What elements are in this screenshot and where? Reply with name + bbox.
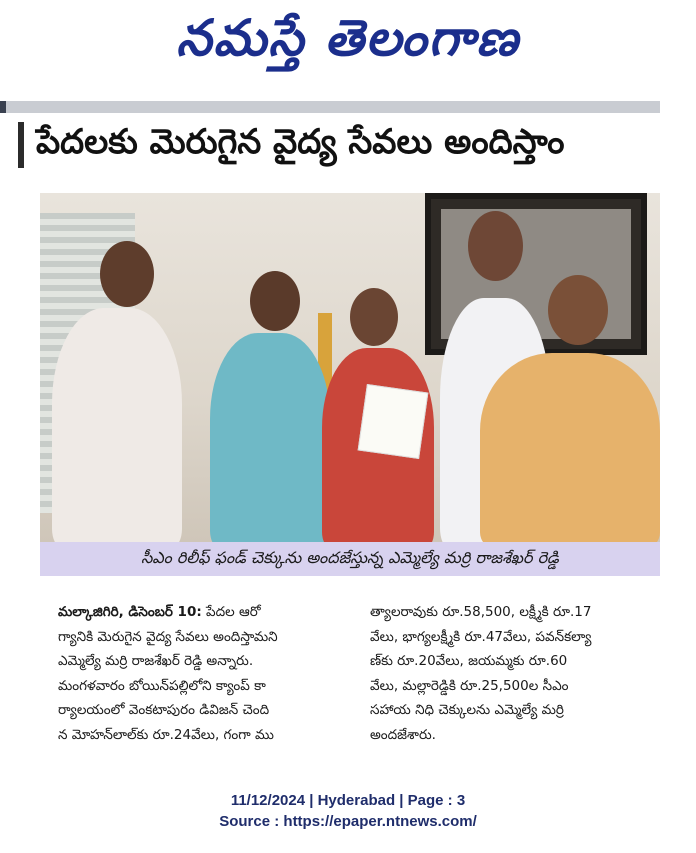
photo-person-1 [52, 308, 182, 542]
section-divider [0, 101, 660, 113]
article-dateline: మల్కాజిగిరి, డిసెంబర్ 10: [58, 604, 202, 620]
article-body-right-column: త్యాలరావుకు రూ.58,500, లక్ష్మీకి రూ.17 వేలు, భాగ్యలక్ష్మీకి రూ.47వేలు, పవన్‌కల్యా ణ్‌కు రూ.20వేలు, జయమ్మకు రూ.60 వేలు, మల్లారెడ్డికి రూ.25,500ల సీఎం సహాయ నిధి చెక్కులను ఎమ్మెల్యే మర్రి అందజేశారు. [370, 604, 592, 743]
edition-info: 11/12/2024 | Hyderabad | Page : 3 [230, 792, 466, 809]
news-photo [40, 193, 660, 542]
photo-person-1-head [100, 241, 154, 307]
photo-person-4-head [468, 211, 523, 281]
source-link[interactable]: Source : https://epaper.ntnews.com/ [219, 813, 477, 830]
photo-cheque [358, 384, 429, 459]
page-footer [0, 790, 696, 832]
photo-person-2-head [250, 271, 300, 331]
masthead-title: నమస్తే తెలంగాణ [176, 8, 520, 67]
newspaper-masthead [0, 0, 696, 88]
photo-person-5 [480, 353, 660, 542]
photo-person-3-head [350, 288, 398, 346]
photo-person-5-head [548, 275, 608, 345]
article-body-left-column [58, 600, 358, 747]
photo-person-2 [210, 333, 330, 542]
article-body-left-text: పేదల ఆరో గ్యానికి మెరుగైన వైద్య సేవలు అందిస్తామని ఎమ్మెల్యే మర్రి రాజశేఖర్ రెడ్డి అన్నారు. మంగళవారం బోయిన్‌పల్లిలోని క్యాంప్ కా ర్యాలయంలో వెంకటాపురం డివిజన్ చెంది న మోహన్‌లాల్‌కు రూ.24వేలు, గంగా ము [58, 604, 278, 743]
article-headline: పేదలకు మెరుగైన వైద్య సేవలు అందిస్తాం [36, 122, 565, 162]
photo-caption: సీఎం రిలీఫ్ ఫండ్ చెక్కును అందజేస్తున్న ఎమ్మెల్యే మర్రి రాజశేఖర్ రెడ్డి [40, 542, 660, 576]
headline-marker [18, 122, 24, 168]
